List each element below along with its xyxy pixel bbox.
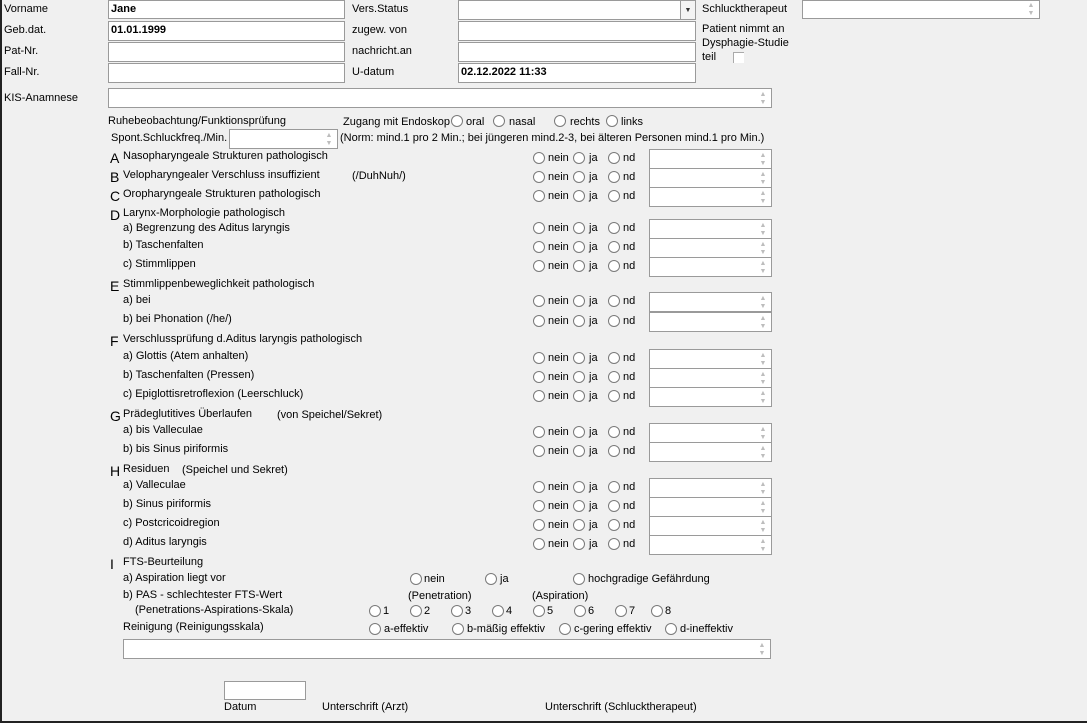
row-f-a-nd-label: nd [623, 352, 636, 364]
row-label-h-d: d) Aditus laryngis [123, 536, 207, 548]
udatum-field[interactable]: 02.12.2022 11:33 [458, 63, 696, 83]
row-c-nein-label: nein [548, 190, 569, 202]
zugewvon-field[interactable] [458, 21, 696, 41]
row-label-g-a: a) bis Valleculae [123, 424, 203, 436]
row-f-a-nein-label: nein [548, 352, 569, 364]
zugang-nasal-radio[interactable] [493, 115, 505, 127]
row-c-ja-label: ja [589, 190, 598, 202]
pas-2-radio[interactable] [410, 605, 422, 617]
row-label-f-a: a) Glottis (Atem anhalten) [123, 350, 249, 362]
versstatus-select[interactable] [458, 0, 696, 20]
pas-1-radio[interactable] [369, 605, 381, 617]
section-letter-i: I [110, 556, 114, 572]
row-h-b-comment-field[interactable] [649, 497, 772, 517]
pas-6-radio[interactable] [574, 605, 586, 617]
scroll-arrows-icon[interactable]: ▲ ▼ [759, 170, 767, 186]
pas-3-label: 3 [465, 605, 472, 617]
row-h-b-nein-radio[interactable] [533, 500, 545, 512]
row-label-i-c: Reinigung (Reinigungsskala) [123, 621, 264, 633]
row-d-a-ja-label: ja [589, 222, 598, 234]
scroll-arrows-icon[interactable]: ▲ ▼ [759, 189, 767, 205]
row-e-b-nd-radio[interactable] [608, 315, 620, 327]
row-e-a-comment-field[interactable] [649, 292, 772, 312]
reinigung-option-3-label: c-gering effektiv [574, 623, 652, 635]
kis-field[interactable] [108, 88, 772, 108]
row-e-b-comment-field[interactable] [649, 312, 772, 332]
gebdat-label: Geb.dat. [4, 24, 47, 36]
row-h-c-ja-label: ja [589, 519, 598, 531]
row-h-b-ja-label: ja [589, 500, 598, 512]
zugewvon-label: zugew. von [352, 24, 408, 36]
row-c-nd-label: nd [623, 190, 636, 202]
row-e-b-ja-radio[interactable] [573, 315, 585, 327]
row-label-d-b: b) Taschenfalten [123, 239, 204, 251]
row-d-c-ja-radio[interactable] [573, 260, 585, 272]
scroll-arrows-icon[interactable]: ▲ ▼ [759, 370, 767, 386]
row-h-a-nd-radio[interactable] [608, 481, 620, 493]
row-g-b-comment-field[interactable] [649, 442, 772, 462]
section-letter-e: E [110, 278, 120, 294]
row-label-i-b: b) PAS - schlechtester FTS-Wert [123, 589, 283, 601]
row-f-b-ja-label: ja [589, 371, 598, 383]
spont-field[interactable] [229, 129, 338, 149]
row-g-a-nd-label: nd [623, 426, 636, 438]
row-label-i-a: a) Aspiration liegt vor [123, 572, 226, 584]
spont-label: Spont.Schluckfreq./Min. [111, 132, 228, 144]
datum-field[interactable] [224, 681, 306, 700]
row-f-a-nd-radio[interactable] [608, 352, 620, 364]
row-h-c-nein-label: nein [548, 519, 569, 531]
therapeut-signature-label: Unterschrift (Schlucktherapeut) [545, 701, 697, 713]
row-d-c-ja-label: ja [589, 260, 598, 272]
row-d-a-comment-field[interactable] [649, 219, 772, 239]
section-letter-b: B [110, 169, 120, 185]
row-label-f-c: c) Epiglottisretroflexion (Leerschluck) [123, 388, 304, 400]
scroll-arrows-icon[interactable]: ▲ ▼ [759, 444, 767, 460]
gebdat-field[interactable]: 01.01.1999 [108, 21, 345, 41]
zugang-oral-label: oral [466, 116, 485, 128]
row-h-b-nd-label: nd [623, 500, 636, 512]
row-f-b-nd-radio[interactable] [608, 371, 620, 383]
row-h-a-nein-radio[interactable] [533, 481, 545, 493]
scroll-arrows-icon[interactable]: ▲ ▼ [759, 499, 767, 515]
pas-7-radio[interactable] [615, 605, 627, 617]
row-g-b-nd-radio[interactable] [608, 445, 620, 457]
studie-label-line3: teil [702, 51, 717, 63]
reinigung-option-1-label: a-effektiv [384, 623, 429, 635]
section-letter-a: A [110, 150, 120, 166]
reinigung-option-3-radio[interactable] [559, 623, 571, 635]
scroll-arrows-icon[interactable]: ▲ ▼ [759, 90, 767, 106]
row-label-e: Stimmlippenbeweglichkeit pathologisch [123, 278, 315, 290]
scroll-arrows-icon[interactable]: ▲ ▼ [759, 389, 767, 405]
pas-5-label: 5 [547, 605, 554, 617]
norm-text: (Norm: mind.1 pro 2 Min.; bei jüngeren mind.2-3, bei älteren Personen mind.1 pro Min.) [340, 132, 765, 144]
scroll-arrows-icon[interactable]: ▲ ▼ [759, 425, 767, 441]
row-h-d-nd-label: nd [623, 538, 636, 550]
row-d-b-nein-radio[interactable] [533, 241, 545, 253]
studie-checkbox[interactable] [733, 52, 744, 63]
schlucktherapeut-label: Schlucktherapeut [702, 3, 787, 15]
row-label-a: Nasopharyngeale Strukturen pathologisch [123, 150, 328, 162]
row-g-a-nein-radio[interactable] [533, 426, 545, 438]
pas-2-label: 2 [424, 605, 431, 617]
row-d-a-ja-radio[interactable] [573, 222, 585, 234]
patnr-field[interactable] [108, 42, 345, 62]
row-g-a-nein-label: nein [548, 426, 569, 438]
row-f-c-nein-label: nein [548, 390, 569, 402]
reinigung-option-2-radio[interactable] [452, 623, 464, 635]
pas-5-radio[interactable] [533, 605, 545, 617]
row-c-nd-radio[interactable] [608, 190, 620, 202]
row-note-b: (/DuhNuh/) [352, 170, 406, 182]
vorname-label: Vorname [4, 3, 49, 15]
reinigung-option-4-label: d-ineffektiv [680, 623, 733, 635]
row-label-f-b: b) Taschenfalten (Pressen) [123, 369, 255, 381]
row-label-h-c: c) Postcricoidregion [123, 517, 220, 529]
row-label-h-b: b) Sinus piriformis [123, 498, 212, 510]
row-h-d-nd-radio[interactable] [608, 538, 620, 550]
row-f-c-nein-radio[interactable] [533, 390, 545, 402]
row-b-ja-radio[interactable] [573, 171, 585, 183]
row-g-b-ja-label: ja [589, 445, 598, 457]
scroll-arrows-icon[interactable]: ▲ ▼ [325, 131, 333, 147]
section-letter-h: H [110, 463, 121, 479]
row-h-c-comment-field[interactable] [649, 516, 772, 536]
reinigung-option-4-radio[interactable] [665, 623, 677, 635]
row-d-a-nein-radio[interactable] [533, 222, 545, 234]
scroll-arrows-icon[interactable]: ▲ ▼ [759, 518, 767, 534]
reinigung-option-2-label: b-mäßig effektiv [467, 623, 546, 635]
penetration-label: (Penetration) [408, 590, 472, 602]
row-d-b-ja-radio[interactable] [573, 241, 585, 253]
row-f-b-comment-field[interactable] [649, 368, 772, 388]
scroll-arrows-icon[interactable]: ▲ ▼ [1027, 2, 1035, 17]
pas-8-radio[interactable] [651, 605, 663, 617]
row-f-a-nein-radio[interactable] [533, 352, 545, 364]
row-b-comment-field[interactable] [649, 168, 772, 188]
row-h-c-nd-radio[interactable] [608, 519, 620, 531]
scroll-arrows-icon[interactable]: ▲ ▼ [759, 314, 767, 330]
pas-4-radio[interactable] [492, 605, 504, 617]
pas-4-label: 4 [506, 605, 513, 617]
zugang-label: Zugang mit Endoskop [343, 116, 451, 128]
row-h-a-comment-field[interactable] [649, 478, 772, 498]
row-a-nd-label: nd [623, 152, 636, 164]
row-h-c-ja-radio[interactable] [573, 519, 585, 531]
row-a-ja-radio[interactable] [573, 152, 585, 164]
row-g-b-nein-label: nein [548, 445, 569, 457]
row-label-h-a: a) Valleculae [123, 479, 186, 491]
scroll-arrows-icon[interactable]: ▲ ▼ [759, 151, 767, 167]
row-g-b-nein-radio[interactable] [533, 445, 545, 457]
scroll-arrows-icon[interactable]: ▲ ▼ [759, 221, 767, 237]
row-h-d-comment-field[interactable] [649, 535, 772, 555]
chevron-down-icon[interactable]: ▼ [680, 1, 695, 19]
row-f-b-nein-radio[interactable] [533, 371, 545, 383]
scroll-arrows-icon[interactable]: ▲ ▼ [759, 351, 767, 367]
udatum-label: U-datum [352, 66, 395, 78]
pas-3-radio[interactable] [451, 605, 463, 617]
schlucktherapeut-field[interactable] [802, 0, 1040, 19]
row-e-b-nd-label: nd [623, 315, 636, 327]
row-label-g: Prädeglutitives Überlaufen [123, 408, 253, 420]
aspiration-hochgradig-radio[interactable] [573, 573, 585, 585]
row-a-nd-radio[interactable] [608, 152, 620, 164]
fallnr-label: Fall-Nr. [4, 66, 40, 78]
row-e-a-nd-label: nd [623, 295, 636, 307]
aspiration-hochgradig-label: hochgradige Gefährdung [588, 573, 710, 585]
section-letter-g: G [110, 408, 121, 424]
row-f-b-nd-label: nd [623, 371, 636, 383]
row-h-a-nd-label: nd [623, 481, 636, 493]
row-note-g: (von Speichel/Sekret) [277, 409, 383, 421]
row-g-a-ja-label: ja [589, 426, 598, 438]
nachricht-field[interactable] [458, 42, 696, 62]
vorname-field[interactable]: Jane [108, 0, 345, 19]
row-a-nein-radio[interactable] [533, 152, 545, 164]
row-label-g-b: b) bis Sinus piriformis [123, 443, 229, 455]
row-f-b-nein-label: nein [548, 371, 569, 383]
row-d-c-nein-radio[interactable] [533, 260, 545, 272]
row-b-nein-radio[interactable] [533, 171, 545, 183]
row-e-a-ja-radio[interactable] [573, 295, 585, 307]
row-label-d: Larynx-Morphologie pathologisch [123, 207, 286, 219]
row-label-c: Oropharyngeale Strukturen pathologisch [123, 188, 321, 200]
row-d-b-nd-radio[interactable] [608, 241, 620, 253]
row-f-c-ja-radio[interactable] [573, 390, 585, 402]
row-f-c-comment-field[interactable] [649, 387, 772, 407]
row-a-ja-label: ja [589, 152, 598, 164]
patnr-label: Pat-Nr. [4, 45, 39, 57]
row-h-c-nd-label: nd [623, 519, 636, 531]
window-left-edge [0, 0, 2, 723]
row-d-a-nein-label: nein [548, 222, 569, 234]
row-label-d-c: c) Stimmlippen [123, 258, 196, 270]
scroll-arrows-icon[interactable]: ▲ ▼ [759, 240, 767, 256]
row-label-d-a: a) Begrenzung des Aditus laryngis [123, 222, 290, 234]
row-f-a-ja-label: ja [589, 352, 598, 364]
row-label-i-b2: (Penetrations-Aspirations-Skala) [135, 604, 294, 616]
row-g-a-nd-radio[interactable] [608, 426, 620, 438]
row-h-b-nein-label: nein [548, 500, 569, 512]
row-f-b-ja-radio[interactable] [573, 371, 585, 383]
scroll-arrows-icon[interactable]: ▲ ▼ [759, 480, 767, 496]
studie-label-line1: Patient nimmt an [702, 23, 785, 35]
row-d-b-nein-label: nein [548, 241, 569, 253]
comment-field[interactable] [123, 639, 771, 659]
scroll-arrows-icon[interactable]: ▲ ▼ [759, 537, 767, 553]
row-label-f: Verschlussprüfung d.Aditus laryngis pathologisch [123, 333, 363, 345]
row-h-a-ja-label: ja [589, 481, 598, 493]
zugang-rechts-radio[interactable] [554, 115, 566, 127]
row-e-a-ja-label: ja [589, 295, 598, 307]
zugang-rechts-label: rechts [570, 116, 600, 128]
row-h-b-nd-radio[interactable] [608, 500, 620, 512]
scroll-arrows-icon[interactable]: ▲ ▼ [759, 294, 767, 310]
row-d-a-nd-label: nd [623, 222, 636, 234]
row-g-a-ja-radio[interactable] [573, 426, 585, 438]
row-h-d-ja-radio[interactable] [573, 538, 585, 550]
row-a-comment-field[interactable] [649, 149, 772, 169]
versstatus-label: Vers.Status [352, 3, 409, 15]
row-c-ja-radio[interactable] [573, 190, 585, 202]
pas-1-label: 1 [383, 605, 390, 617]
zugang-links-label: links [621, 116, 644, 128]
row-h-d-ja-label: ja [589, 538, 598, 550]
reinigung-option-1-radio[interactable] [369, 623, 381, 635]
row-h-c-nein-radio[interactable] [533, 519, 545, 531]
row-d-c-nd-label: nd [623, 260, 636, 272]
studie-label-line2: Dysphagie-Studie [702, 37, 789, 49]
zugang-links-radio[interactable] [606, 115, 618, 127]
kis-label: KIS-Anamnese [4, 92, 78, 104]
aspiration-nein-radio[interactable] [410, 573, 422, 585]
scroll-arrows-icon[interactable]: ▲ ▼ [759, 259, 767, 275]
nachricht-label: nachricht.an [352, 45, 412, 57]
row-b-nd-label: nd [623, 171, 636, 183]
scroll-arrows-icon[interactable]: ▲ ▼ [758, 641, 766, 657]
row-note-h: (Speichel und Sekret) [182, 464, 288, 476]
pas-7-label: 7 [629, 605, 636, 617]
zugang-oral-radio[interactable] [451, 115, 463, 127]
aspiration-ja-radio[interactable] [485, 573, 497, 585]
row-d-b-nd-label: nd [623, 241, 636, 253]
row-d-b-ja-label: ja [589, 241, 598, 253]
datum-label: Datum [224, 701, 257, 713]
row-h-b-ja-radio[interactable] [573, 500, 585, 512]
row-h-d-nein-radio[interactable] [533, 538, 545, 550]
row-label-b: Velopharyngealer Verschluss insuffizient [123, 169, 320, 181]
row-e-a-nd-radio[interactable] [608, 295, 620, 307]
row-e-b-nein-radio[interactable] [533, 315, 545, 327]
row-a-nein-label: nein [548, 152, 569, 164]
row-f-c-nd-label: nd [623, 390, 636, 402]
section-letter-c: C [110, 188, 121, 204]
zugang-nasal-label: nasal [509, 116, 536, 128]
aspiration-header-label: (Aspiration) [532, 590, 589, 602]
row-f-c-ja-label: ja [589, 390, 598, 402]
fallnr-field[interactable] [108, 63, 345, 83]
row-d-c-comment-field[interactable] [649, 257, 772, 277]
row-g-b-nd-label: nd [623, 445, 636, 457]
row-h-a-ja-radio[interactable] [573, 481, 585, 493]
row-label-i: FTS-Beurteilung [123, 556, 204, 568]
row-b-nd-radio[interactable] [608, 171, 620, 183]
row-c-comment-field[interactable] [649, 187, 772, 207]
section-letter-d: D [110, 207, 121, 223]
row-h-d-nein-label: nein [548, 538, 569, 550]
pas-8-label: 8 [665, 605, 672, 617]
row-e-a-nein-radio[interactable] [533, 295, 545, 307]
aspiration-nein-label: nein [424, 573, 445, 585]
ruhe-label: Ruhebeobachtung/Funktionsprüfung [108, 115, 286, 127]
row-b-ja-label: ja [589, 171, 598, 183]
row-label-e-a: a) bei [123, 294, 151, 306]
row-e-b-nein-label: nein [548, 315, 569, 327]
row-d-a-nd-radio[interactable] [608, 222, 620, 234]
row-g-a-comment-field[interactable] [649, 423, 772, 443]
row-e-b-ja-label: ja [589, 315, 598, 327]
row-label-h: Residuen [123, 463, 170, 475]
aspiration-ja-label: ja [500, 573, 509, 585]
row-d-b-comment-field[interactable] [649, 238, 772, 258]
row-g-b-ja-radio[interactable] [573, 445, 585, 457]
row-b-nein-label: nein [548, 171, 569, 183]
row-f-a-comment-field[interactable] [649, 349, 772, 369]
section-letter-f: F [110, 333, 119, 349]
row-d-c-nd-radio[interactable] [608, 260, 620, 272]
row-f-c-nd-radio[interactable] [608, 390, 620, 402]
row-d-c-nein-label: nein [548, 260, 569, 272]
row-label-e-b: b) bei Phonation (/he/) [123, 313, 232, 325]
arzt-signature-label: Unterschrift (Arzt) [322, 701, 409, 713]
row-e-a-nein-label: nein [548, 295, 569, 307]
row-f-a-ja-radio[interactable] [573, 352, 585, 364]
pas-6-label: 6 [588, 605, 595, 617]
row-h-a-nein-label: nein [548, 481, 569, 493]
row-c-nein-radio[interactable] [533, 190, 545, 202]
